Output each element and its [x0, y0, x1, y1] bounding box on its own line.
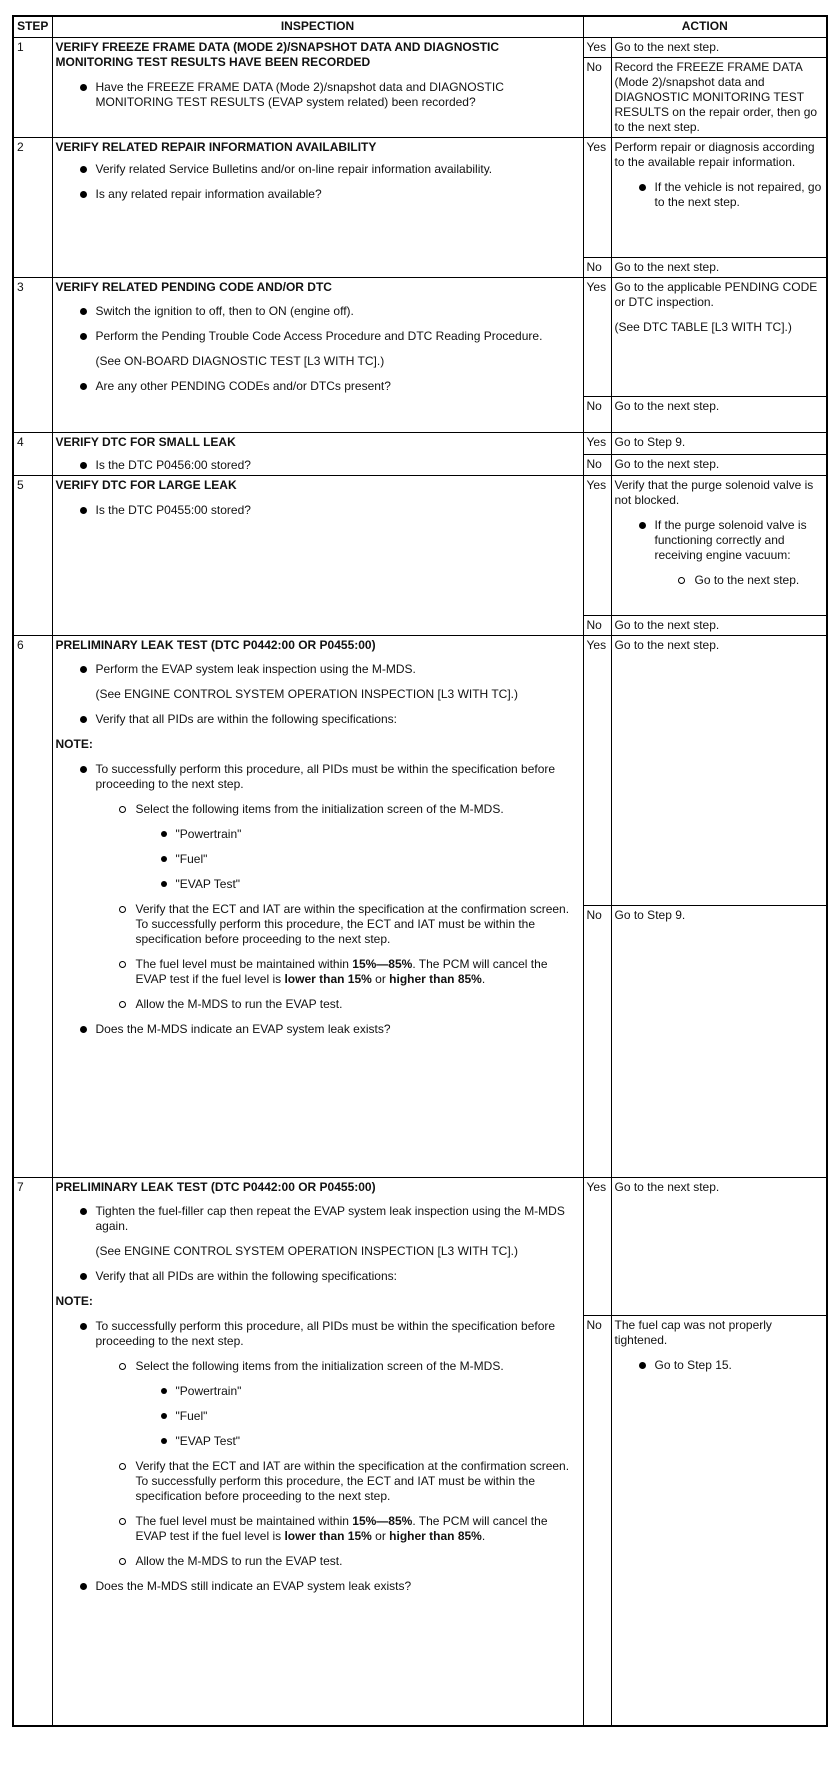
- note-list: [56, 1319, 580, 1349]
- inspection-bullet: Switch the ignition to off, then to ON (engine off).: [56, 304, 580, 319]
- sub-bullet: Allow the M-MDS to run the EVAP test.: [56, 997, 580, 1012]
- action-bullet: Go to Step 15.: [615, 1358, 824, 1373]
- action-sub-bullet: Go to the next step.: [615, 573, 824, 588]
- fuel-text: The fuel level must be maintained within: [135, 1514, 353, 1528]
- fuel-text: or: [371, 1529, 390, 1543]
- sub-bullet: Select the following items from the initialization screen of the M-MDS.: [56, 1359, 580, 1374]
- fuel-range: 15%—85%: [352, 957, 413, 971]
- item-list: [56, 1384, 580, 1449]
- step-1-inspection: [52, 38, 583, 138]
- yes-action-cell: [611, 476, 827, 616]
- fuel-text: . The PCM will cancel the EVAP test if the fuel level is: [135, 1514, 548, 1543]
- inspection-list: [56, 1204, 580, 1234]
- sub-bullet: Verify that the ECT and IAT are within the specification at the confirmation screen. To successfully perform this procedure, the ECT and IAT must be within the specification before proceeding to the next step.: [56, 1459, 580, 1504]
- step-2-inspection: [52, 138, 583, 278]
- step-title: VERIFY DTC FOR SMALL LEAK: [55, 435, 236, 449]
- sub-bullet: Verify that the ECT and IAT are within the specification at the confirmation screen. To successfully perform this procedure, the ECT and IAT must be within the specification before proceeding to the next step.: [56, 902, 580, 947]
- action-list: [615, 1358, 824, 1373]
- inspection-list: [56, 162, 580, 202]
- inspection-bullet: Perform the EVAP system leak inspection using the M-MDS.: [56, 662, 580, 677]
- no-action: Record the FREEZE FRAME DATA (Mode 2)/snapshot data and DIAGNOSTIC MONITORING TEST RESULTS on the repair order, then go to the next step.: [611, 58, 827, 138]
- yes-action: Go to the next step.: [611, 1178, 827, 1316]
- step-number: 7: [13, 1178, 52, 1726]
- no-action-cell: [611, 1316, 827, 1726]
- inspection-bullet: Is any related repair information available?: [56, 187, 580, 202]
- action-bullet: If the vehicle is not repaired, go to the next step.: [615, 180, 824, 210]
- item-list: [56, 827, 580, 892]
- reference-text: (See ENGINE CONTROL SYSTEM OPERATION INSPECTION [L3 WITH TC].): [95, 687, 519, 701]
- item-bullet: "Fuel": [56, 852, 580, 867]
- yes-action: Perform repair or diagnosis according to the available repair information.: [614, 140, 815, 169]
- header-action: ACTION: [583, 16, 827, 38]
- fuel-high: higher than 85%: [389, 1529, 482, 1543]
- yes-label: Yes: [583, 1178, 611, 1316]
- fuel-text: The fuel level must be maintained within: [135, 957, 353, 971]
- diagnostic-procedure-table: [12, 15, 828, 1727]
- inspection-bullet: Is the DTC P0455:00 stored?: [56, 503, 580, 518]
- inspection-list: [56, 458, 580, 473]
- fuel-range: 15%—85%: [352, 1514, 413, 1528]
- sub-list: [56, 1459, 580, 1569]
- inspection-list: [56, 80, 580, 110]
- yes-action-cell: [611, 278, 827, 397]
- sub-list: [56, 1359, 580, 1374]
- step-6-row-yes: [13, 636, 827, 906]
- fuel-text: .: [481, 972, 486, 986]
- yes-label: Yes: [583, 433, 611, 455]
- no-label: No: [583, 258, 611, 278]
- inspection-list: [56, 712, 580, 727]
- inspection-bullet: Does the M-MDS still indicate an EVAP system leak exists?: [56, 1579, 580, 1594]
- inspection-bullet: Does the M-MDS indicate an EVAP system leak exists?: [56, 1022, 580, 1037]
- step-number: 5: [13, 476, 52, 636]
- item-bullet: "Powertrain": [56, 827, 580, 842]
- inspection-list: [56, 503, 580, 518]
- table-header-row: [13, 16, 827, 38]
- inspection-bullet: Verify related Service Bulletins and/or on-line repair information availability.: [56, 162, 580, 177]
- no-action: Go to the next step.: [611, 616, 827, 636]
- fuel-text: . The PCM will cancel the EVAP test if the fuel level is: [135, 957, 548, 986]
- fuel-high: higher than 85%: [389, 972, 482, 986]
- inspection-list: [56, 1579, 580, 1594]
- inspection-bullet: Have the FREEZE FRAME DATA (Mode 2)/snapshot data and DIAGNOSTIC MONITORING TEST RESULTS (EVAP system related) been recorded?: [56, 80, 580, 110]
- no-label: No: [583, 1316, 611, 1726]
- yes-action: Go to the next step.: [611, 38, 827, 58]
- no-action: Go to the next step.: [611, 397, 827, 433]
- step-title: PRELIMINARY LEAK TEST (DTC P0442:00 OR P0455:00): [55, 638, 376, 652]
- step-3-row-yes: [13, 278, 827, 397]
- step-5-row-yes: [13, 476, 827, 616]
- note-list: [56, 762, 580, 792]
- fuel-low: lower than 15%: [284, 1529, 372, 1543]
- item-bullet: "Fuel": [56, 1409, 580, 1424]
- no-action: Go to Step 9.: [611, 906, 827, 1178]
- fuel-text: .: [481, 1529, 486, 1543]
- yes-label: Yes: [583, 138, 611, 258]
- step-3-inspection: [52, 278, 583, 433]
- action-list: [615, 518, 824, 563]
- yes-label: Yes: [583, 278, 611, 397]
- note-bullet: To successfully perform this procedure, all PIDs must be within the specification before proceeding to the next step.: [56, 762, 580, 792]
- step-number: 2: [13, 138, 52, 278]
- note-label: NOTE:: [55, 737, 93, 751]
- inspection-list: [56, 1022, 580, 1037]
- inspection-bullet: Verify that all PIDs are within the following specifications:: [56, 1269, 580, 1284]
- header-step: STEP: [13, 16, 52, 38]
- item-bullet: "EVAP Test": [56, 877, 580, 892]
- step-title: VERIFY RELATED REPAIR INFORMATION AVAILABILITY: [55, 140, 377, 154]
- step-title: VERIFY DTC FOR LARGE LEAK: [55, 478, 237, 492]
- action-list: [615, 180, 824, 210]
- note-label: NOTE:: [55, 1294, 93, 1308]
- reference-text: (See ON-BOARD DIAGNOSTIC TEST [L3 WITH TC].): [95, 354, 385, 368]
- step-number: 6: [13, 636, 52, 1178]
- header-inspection: INSPECTION: [52, 16, 583, 38]
- no-label: No: [583, 455, 611, 476]
- fuel-level-bullet: [56, 957, 580, 987]
- sub-list: [56, 802, 580, 817]
- step-2-row-yes: [13, 138, 827, 258]
- no-action: Go to the next step.: [611, 455, 827, 476]
- no-label: No: [583, 616, 611, 636]
- inspection-list: [56, 662, 580, 677]
- inspection-bullet: Verify that all PIDs are within the following specifications:: [56, 712, 580, 727]
- step-number: 4: [13, 433, 52, 476]
- inspection-list: [56, 304, 580, 344]
- diagnostic-table-sheet: [12, 15, 826, 1727]
- inspection-list: [56, 379, 580, 394]
- no-action: The fuel cap was not properly tightened.: [614, 1318, 772, 1347]
- fuel-text: or: [371, 972, 390, 986]
- fuel-level-bullet: [56, 1514, 580, 1544]
- yes-action-cell: [611, 138, 827, 258]
- step-4-row-yes: [13, 433, 827, 455]
- yes-action: Go to the next step.: [611, 636, 827, 906]
- step-7-inspection: [52, 1178, 583, 1726]
- inspection-list: [56, 1269, 580, 1284]
- reference-text: (See ENGINE CONTROL SYSTEM OPERATION INSPECTION [L3 WITH TC].): [95, 1244, 519, 1258]
- inspection-bullet: Tighten the fuel-filler cap then repeat the EVAP system leak inspection using the M-MDS again.: [56, 1204, 580, 1234]
- inspection-bullet: Are any other PENDING CODEs and/or DTCs present?: [56, 379, 580, 394]
- step-5-inspection: [52, 476, 583, 636]
- step-6-inspection: [52, 636, 583, 1178]
- fuel-low: lower than 15%: [284, 972, 372, 986]
- step-title: VERIFY FREEZE FRAME DATA (MODE 2)/SNAPSHOT DATA AND DIAGNOSTIC MONITORING TEST RESULTS HAVE BEEN RECORDED: [55, 40, 500, 69]
- no-label: No: [583, 906, 611, 1178]
- yes-label: Yes: [583, 476, 611, 616]
- note-bullet: To successfully perform this procedure, all PIDs must be within the specification before proceeding to the next step.: [56, 1319, 580, 1349]
- item-bullet: "Powertrain": [56, 1384, 580, 1399]
- inspection-bullet: Perform the Pending Trouble Code Access Procedure and DTC Reading Procedure.: [56, 329, 580, 344]
- action-bullet: If the purge solenoid valve is functioning correctly and receiving engine vacuum:: [615, 518, 824, 563]
- step-4-inspection: [52, 433, 583, 476]
- action-sublist: [615, 573, 824, 588]
- sub-bullet: Allow the M-MDS to run the EVAP test.: [56, 1554, 580, 1569]
- yes-label: Yes: [583, 636, 611, 906]
- step-7-row-yes: [13, 1178, 827, 1316]
- step-number: 1: [13, 38, 52, 138]
- inspection-bullet: Is the DTC P0456:00 stored?: [56, 458, 580, 473]
- no-label: No: [583, 58, 611, 138]
- yes-action: Verify that the purge solenoid valve is not blocked.: [614, 478, 814, 507]
- yes-action: Go to Step 9.: [611, 433, 827, 455]
- item-bullet: "EVAP Test": [56, 1434, 580, 1449]
- sub-list: [56, 902, 580, 1012]
- step-1-row-yes: [13, 38, 827, 58]
- no-action: Go to the next step.: [611, 258, 827, 278]
- sub-bullet: Select the following items from the initialization screen of the M-MDS.: [56, 802, 580, 817]
- step-title: PRELIMINARY LEAK TEST (DTC P0442:00 OR P0455:00): [55, 1180, 376, 1194]
- yes-label: Yes: [583, 38, 611, 58]
- no-label: No: [583, 397, 611, 433]
- step-number: 3: [13, 278, 52, 433]
- yes-action: Go to the applicable PENDING CODE or DTC inspection.: [614, 280, 818, 309]
- step-title: VERIFY RELATED PENDING CODE AND/OR DTC: [55, 280, 332, 294]
- reference-text: (See DTC TABLE [L3 WITH TC].): [614, 320, 792, 334]
